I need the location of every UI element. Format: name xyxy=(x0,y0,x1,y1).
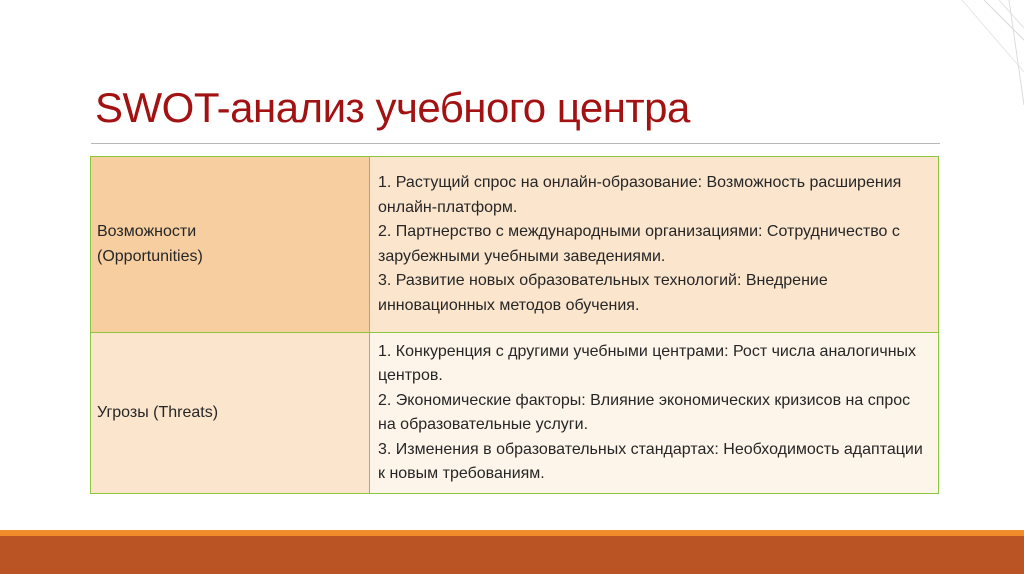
table-row-opportunities xyxy=(91,157,939,333)
corner-decoration xyxy=(954,0,1024,110)
footer-stripe-thick xyxy=(0,536,1024,574)
threat-item-1: 1. Конкуренция с другими учебными центрами: Рост числа аналогичных центров. xyxy=(378,342,917,384)
slide-title: SWOT-анализ учебного центра xyxy=(95,84,690,131)
threats-label: Угрозы (Threats) xyxy=(97,403,219,421)
table-row-threats xyxy=(91,333,939,494)
threats-label-cell xyxy=(91,333,370,494)
threats-content-cell xyxy=(370,333,939,494)
title-divider xyxy=(91,143,940,144)
opportunities-content-cell xyxy=(370,157,939,333)
opportunity-item-3: 3. Развитие новых образовательных технологий: Внедрение инновационных методов обучения. xyxy=(378,272,828,314)
opportunities-label-cell xyxy=(91,157,370,333)
opportunity-item-1: 1. Растущий спрос на онлайн-образование: Возможность расширения онлайн-платформ. xyxy=(378,174,902,216)
threat-item-3: 3. Изменения в образовательных стандартах: Необходимость адаптации к новым требованиям. xyxy=(378,440,923,482)
opportunity-item-2: 2. Партнерство с международными организациями: Сотрудничество с зарубежными учебными заведениями. xyxy=(378,223,900,265)
opportunities-label-english: (Opportunities) xyxy=(97,247,203,265)
threat-item-2: 2. Экономические факторы: Влияние экономических кризисов на спрос на образовательные услуги. xyxy=(378,391,911,433)
opportunities-label: Возможности xyxy=(97,223,197,240)
swot-table xyxy=(90,156,939,494)
